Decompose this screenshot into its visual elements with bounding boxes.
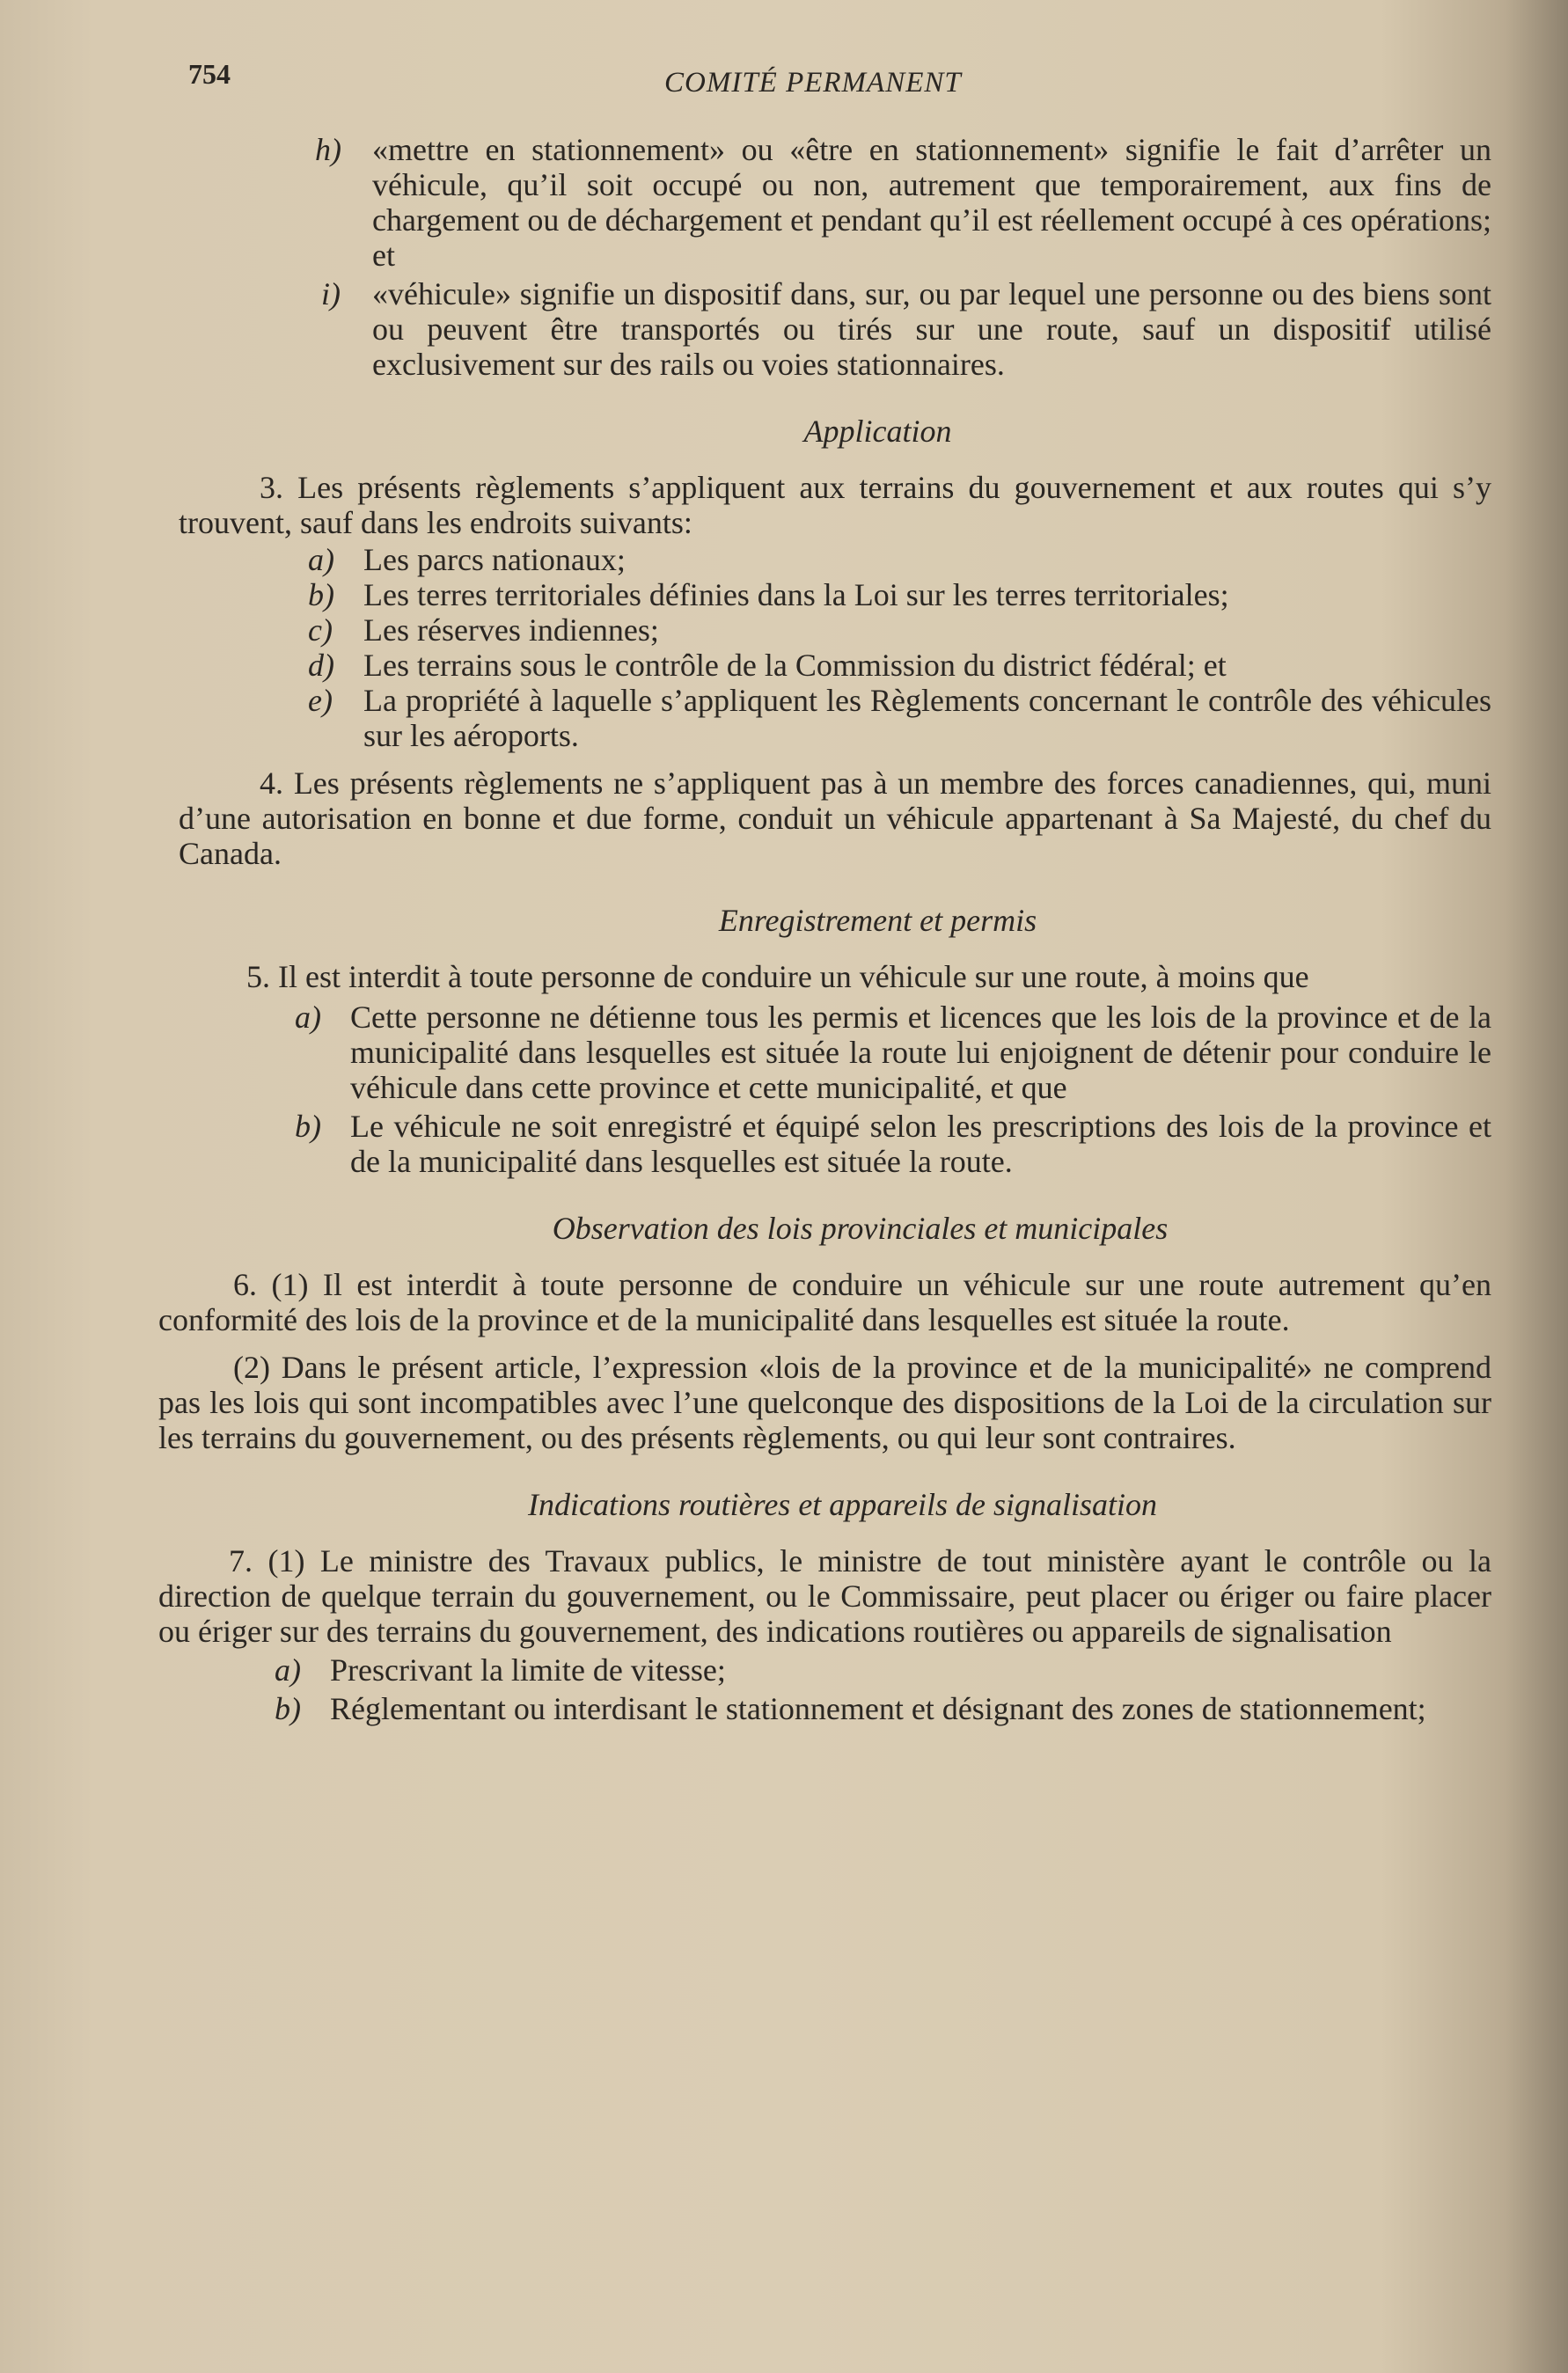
item-text: La propriété à laquelle s’appliquent les Règlements concernant le contrôle des véhicules sur les aéroports. — [363, 683, 1491, 753]
list-item — [158, 542, 1491, 577]
item-label: a) — [308, 542, 334, 577]
list-item — [158, 1000, 1491, 1105]
item-label: c) — [308, 612, 333, 648]
item-text: Le véhicule ne soit enregistré et équipé selon les prescriptions des lois de la province et de la municipalité dans lesquelles est située la route. — [350, 1109, 1491, 1179]
running-title: COMITÉ PERMANENT — [664, 67, 962, 99]
item-text: «mettre en stationnement» ou «être en stationnement» signifie le fait d’arrêter un véhicule, qu’il soit occupé ou non, autrement que temporairement, aux fins de chargement ou de déchargement et pendant qu’il est réellement occupé à ces opérations; et — [372, 132, 1491, 273]
section-title-observance: Observation des lois provinciales et municipales — [552, 1211, 1169, 1246]
section-title-registration: Enregistrement et permis — [718, 903, 1037, 938]
list-item — [158, 612, 1491, 648]
paragraph-3: 3. Les présents règlements s’appliquent aux terrains du gouvernement et aux routes qui s’y trouvent, sauf dans les endroits suivants: — [179, 470, 1491, 540]
section-title-application: Application — [803, 414, 952, 449]
item-text: Les terres territoriales définies dans la Loi sur les terres territoriales; — [363, 577, 1229, 612]
item-text: «véhicule» signifie un dispositif dans, sur, ou par lequel une personne ou des biens sont ou peuvent être transportés ou tirés sur une route, sauf un dispositif utilisé exclusivement sur des rails ou voies stationnaires. — [372, 276, 1491, 382]
paragraph-7-1: 7. (1) Le ministre des Travaux publics, le ministre de tout ministère ayant le contrôle ou la direction de quelque terrain du gouvernement, ou le Commissaire, peut placer ou ériger ou faire placer ou ériger sur des terrains du gouvernement, des indications routières ou appareils de signalisation — [158, 1543, 1491, 1649]
definition-h — [158, 132, 1491, 273]
list-item — [158, 1109, 1491, 1179]
list-item — [158, 648, 1491, 683]
paragraph-4: 4. Les présents règlements ne s’appliquent pas à un membre des forces canadiennes, qui, muni d’une autorisation en bonne et due forme, conduit un véhicule appartenant à Sa Majesté, du chef du Canada. — [179, 765, 1491, 871]
item-text: Les parcs nationaux; — [363, 542, 626, 577]
item-label: h) — [315, 132, 341, 167]
list-item — [158, 1652, 1491, 1688]
item-label: b) — [308, 577, 334, 612]
page-number: 754 — [188, 58, 231, 90]
section-title-signs: Indications routières et appareils de signalisation — [528, 1487, 1157, 1522]
item-text: Les réserves indiennes; — [363, 612, 659, 648]
page-header — [0, 53, 1568, 106]
paragraph-6-1: 6. (1) Il est interdit à toute personne de conduire un véhicule sur une route autrement qu’en conformité des lois de la province et de la municipalité dans lesquelles est située la route. — [158, 1267, 1491, 1337]
item-label: b) — [295, 1109, 321, 1144]
paragraph-5: 5. Il est interdit à toute personne de conduire un véhicule sur une route, à moins que — [246, 959, 1309, 994]
item-text: Réglementant ou interdisant le stationnement et désignant des zones de stationnement; — [330, 1691, 1426, 1726]
definition-i — [158, 276, 1491, 382]
list-item — [158, 683, 1491, 753]
item-text: Prescrivant la limite de vitesse; — [330, 1652, 726, 1688]
item-label: a) — [295, 1000, 321, 1035]
item-label: b) — [275, 1691, 301, 1726]
item-label: d) — [308, 648, 334, 683]
list-item — [158, 1691, 1491, 1726]
paragraph-6-2: (2) Dans le présent article, l’expression «lois de la province et de la municipalité» ne comprend pas les lois qui sont incompatibles avec l’une quelconque des dispositions de la Loi de la circulation sur les terrains du gouvernement, ou des présents règlements, ou qui leur sont contraires. — [158, 1350, 1491, 1455]
item-text: Cette personne ne détienne tous les permis et licences que les lois de la province et de la municipalité dans lesquelles est située la route lui enjoignent de détenir pour conduire le véhicule dans cette province et cette municipalité, et que — [350, 1000, 1491, 1105]
list-item — [158, 577, 1491, 612]
item-text: Les terrains sous le contrôle de la Commission du district fédéral; et — [363, 648, 1227, 683]
item-label: e) — [308, 683, 333, 718]
item-label: a) — [275, 1652, 301, 1688]
item-label: i) — [321, 276, 341, 311]
page-body — [158, 132, 1491, 1730]
